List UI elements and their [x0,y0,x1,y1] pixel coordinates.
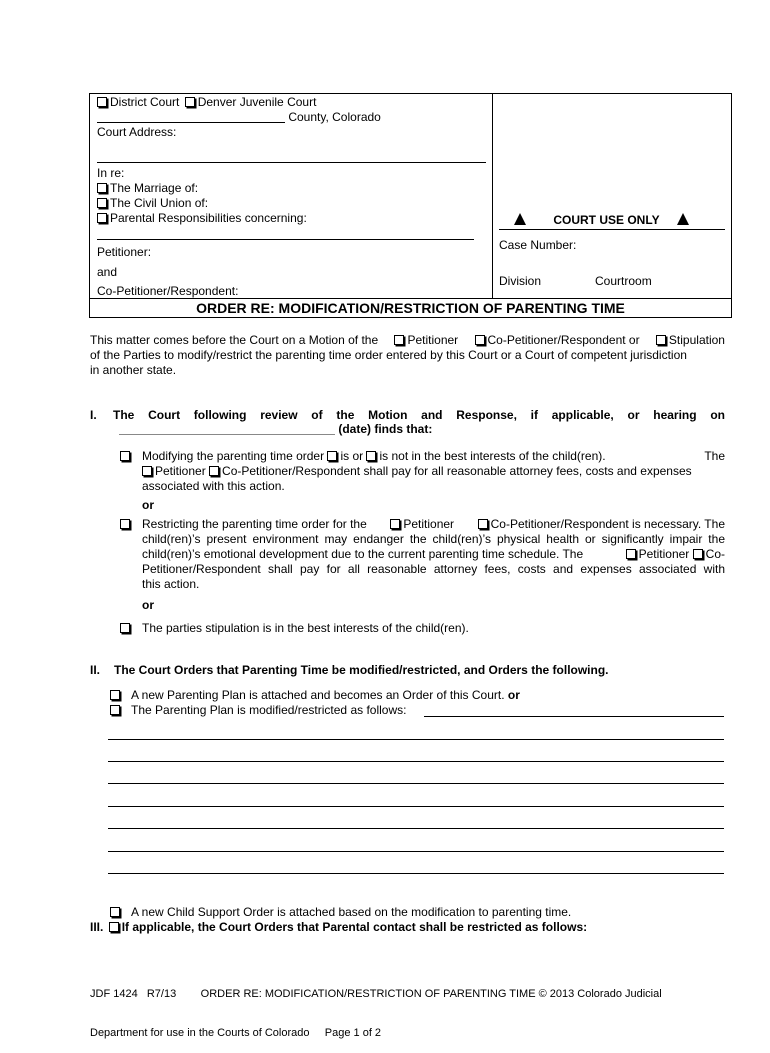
finding-3-text: The parties stipulation is in the best interests of the child(ren). [142,621,469,635]
juvenile-court-checkbox[interactable] [185,97,195,107]
modification-line[interactable] [108,828,724,829]
section-heading: The Court following review of the Motion and Response, if applicable, or hearing on [113,408,725,422]
finding-3-checkbox[interactable] [120,623,130,633]
finding-text: Petitioner/Respondent shall pay for all reasonable attorney fees, costs and expenses associated with [142,562,725,576]
finding-text: Modifying the parenting time order [142,449,325,463]
finding-text: associated with this action. [142,479,285,493]
in-re-label: In re: [97,166,125,180]
order-1-text [131,688,520,702]
court-type-line [97,95,316,109]
document-title: ORDER RE: MODIFICATION/RESTRICTION OF PARENTING TIME [196,300,625,316]
parental-checkbox[interactable] [97,213,107,223]
intro-stipulation-label: Stipulation [668,333,725,347]
case-number-label: Case Number: [499,238,577,252]
marriage-option [97,181,198,195]
order-modified-plan-checkbox[interactable] [110,705,120,715]
county-blank[interactable] [97,110,285,123]
court-address-line[interactable] [97,162,486,163]
parental-label: Parental Responsibilities concerning: [110,211,307,225]
intro-text: of the Parties to modify/restrict the parenting time order entered by this Court or a Court of competent jurisdiction [90,348,687,362]
order-new-plan-checkbox[interactable] [110,690,120,700]
fees-petitioner-checkbox[interactable] [142,466,152,476]
finding-text: Co-Petitioner/Respondent shall pay for all reasonable attorney fees, costs and expenses [222,464,692,478]
intro-petitioner-label: Petitioner [407,333,459,347]
order-child-support-checkbox[interactable] [110,907,120,917]
finding-text: Restricting the parenting time order for the [142,517,367,531]
caption-bottom-border [89,317,732,318]
finding-text: child(ren)’s emotional development due to the current parenting time schedule. The [142,547,584,561]
intro-stipulation-checkbox[interactable] [656,335,666,345]
is-not-checkbox[interactable] [366,451,376,461]
intro-paragraph [90,333,725,378]
civil-union-label: The Civil Union of: [110,196,209,210]
finding-2-text [142,517,725,592]
or-label: or [142,498,154,512]
finding-2-checkbox-wrap [120,518,130,532]
courtroom-label: Courtroom [595,274,652,288]
intro-petitioner-checkbox[interactable] [394,335,404,345]
parental-option [97,211,307,225]
section-heading: If applicable, the Court Orders that Parental contact shall be restricted as follows: [121,920,588,934]
finding-text: Petitioner [638,547,690,561]
county-line [97,110,381,124]
order-1-checkbox-wrap [110,689,120,703]
order-2-text: The Parenting Plan is modified/restricted as follows: [131,703,407,717]
finding-text: Co-Petitioner/Respondent is necessary. The [490,517,725,531]
finding-1-checkbox-wrap [120,450,130,464]
caption-top-border [89,93,732,94]
district-court-checkbox[interactable] [97,97,107,107]
finding-1-text [142,449,725,494]
petitioner-label: Petitioner: [97,245,152,259]
is-checkbox[interactable] [327,451,337,461]
fees2-petitioner-checkbox[interactable] [626,549,636,559]
restrict-petitioner-checkbox[interactable] [390,519,400,529]
parties-line[interactable] [97,239,474,240]
court-use-only-label: COURT USE ONLY [553,213,660,227]
date-finding-line [119,422,432,436]
district-court-label: District Court [110,95,180,109]
footer-line: Department for use in the Courts of Colorado Page 1 of 2 [90,1027,382,1039]
section-3-heading-line [90,920,587,934]
title-top-border [89,298,732,299]
finding-text: is or [340,449,364,463]
up-arrow-icon [677,213,689,225]
intro-co-petitioner-checkbox[interactable] [475,335,485,345]
intro-text: in another state. [90,363,177,377]
finding-text: The [704,449,725,463]
modification-line[interactable] [424,716,724,717]
civil-union-option [97,196,208,210]
footer [90,962,662,1053]
modification-line[interactable] [108,739,724,740]
caption-right-border [731,93,732,317]
intro-co-petitioner-label: Co-Petitioner/Respondent or [487,333,640,347]
or-label: or [507,688,520,702]
finding-text: Petitioner [155,464,206,478]
caption-divider [492,93,493,298]
order-3-checkbox-wrap [110,906,120,920]
finding-text: Petitioner [403,517,455,531]
modification-line[interactable] [108,851,724,852]
marriage-label: The Marriage of: [110,181,199,195]
section-3-checkbox[interactable] [109,922,119,932]
intro-text: This matter comes before the Court on a Motion of the [90,333,379,347]
section-heading: The Court Orders that Parenting Time be modified/restricted, and Orders the following. [114,663,609,677]
up-arrow-icon [514,213,526,225]
finding-text: child(ren)’s present environment may endanger the child(ren)’s physical health or significantly impair the [142,532,725,546]
finding-text: this action. [142,577,200,591]
finding-2-checkbox[interactable] [120,519,130,529]
fees-co-petitioner-checkbox[interactable] [209,466,219,476]
fees2-co-petitioner-checkbox[interactable] [693,549,703,559]
modification-line[interactable] [108,873,724,874]
order-3-text: A new Child Support Order is attached based on the modification to parenting time. [131,905,572,919]
county-suffix: County, Colorado [288,110,381,124]
division-label: Division [499,274,542,288]
caption-left-border [89,93,90,317]
court-use-line [499,229,725,230]
section-number: I. [90,408,97,422]
modification-line[interactable] [108,806,724,807]
order-text: A new Parenting Plan is attached and becomes an Order of this Court. [131,688,505,702]
modification-line[interactable] [108,783,724,784]
finding-1-checkbox[interactable] [120,451,130,461]
court-use-only-banner [514,213,724,227]
order-2-checkbox-wrap [110,704,120,718]
modification-line[interactable] [108,761,724,762]
juvenile-court-label: Denver Juvenile Court [197,95,317,109]
section-number: II. [90,663,101,677]
date-finds-label: (date) finds that: [338,422,433,436]
hearing-date-blank[interactable] [119,422,335,435]
court-address-label: Court Address: [97,125,177,139]
finding-3-checkbox-wrap [120,622,130,636]
restrict-co-petitioner-checkbox[interactable] [478,519,488,529]
finding-text: Co- [705,547,725,561]
or-label: or [142,598,154,612]
footer-line: JDF 1424 R7/13 ORDER RE: MODIFICATION/RESTRICTION OF PARENTING TIME © 2013 Colorado Judicial [90,988,662,1000]
section-number: III. [90,920,104,934]
co-petitioner-label: Co-Petitioner/Respondent: [97,284,239,298]
marriage-checkbox[interactable] [97,183,107,193]
civil-union-checkbox[interactable] [97,198,107,208]
finding-text: is not in the best interests of the child(ren). [379,449,606,463]
and-label: and [97,265,118,279]
